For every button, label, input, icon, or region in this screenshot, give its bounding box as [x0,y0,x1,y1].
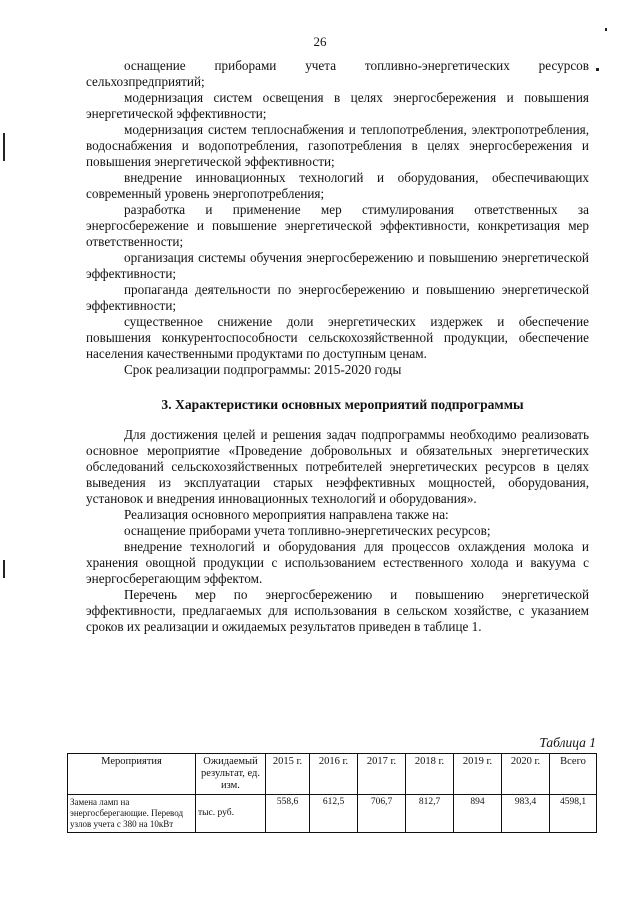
scan-speck [3,560,5,578]
column-header: 2015 г. [266,754,310,795]
paragraph: Перечень мер по энергосбережению и повышению энергетической эффективности, предлагаемых для использования в сельском хозяйстве, с указанием сроков их реализации и ожидаемых результатов приведен в таблице 1. [86,587,589,634]
table-row [68,795,597,833]
table-cell: Замена ламп на энергосберегающие. Перевод узлов учета с 380 на 10кВт [68,795,196,833]
table-cell: 894 [454,795,502,833]
paragraph: существенное снижение доли энергетических издержек и обеспечение повышения конкурентоспособности сельскохозяйственной продукции, обеспечение населения качественными продуктами по доступным ценам. [86,314,589,361]
paragraph: внедрение технологий и оборудования для процессов охлаждения молока и хранения овощной продукции с использованием естественного холода и вакуума с энергосберегающим эффектом. [86,539,589,586]
column-header: Всего [550,754,597,795]
paragraph: оснащение приборами учета топливно-энергетических ресурсов; [124,523,491,538]
scan-speck [605,28,607,31]
paragraph: Реализация основного мероприятия направлена также на: [124,507,449,522]
table-caption: Таблица 1 [539,735,596,750]
scan-speck [3,133,5,161]
column-header: 2017 г. [358,754,406,795]
term-paragraph: Срок реализации подпрограммы: 2015-2020 годы [124,362,402,377]
paragraph: Для достижения целей и решения задач подпрограммы необходимо реализовать основное мероприятие «Проведение добровольных и обязательных энергетических обследований сельскохозяйственных потребителей энергетических ресурсов в целях выведения из эксплуатации старых неэффективных мощностей, оборудования, установок и внедрения инновационных технологий и оборудования». [86,427,589,506]
paragraph: разработка и применение мер стимулирования ответственных за энергосбережение и повышение энергетической эффективности, конкретизация мер ответственности; [86,202,589,249]
paragraph: модернизация систем теплоснабжения и теплопотребления, электропотребления, водоснабжения и водопотребления, газопотребления в целях энергосбережения и повышения энергетической эффективности; [86,122,589,169]
table-cell: тыс. руб. [196,795,266,833]
table-cell: 812,7 [406,795,454,833]
data-table [67,753,597,833]
table-header-row [68,754,597,795]
column-header: Ожидаемый результат, ед. изм. [196,754,266,795]
paragraph: внедрение инновационных технологий и оборудования, обеспечивающих современный уровень энергопотребления; [86,170,589,201]
table-cell: 558,6 [266,795,310,833]
column-header: Мероприятия [68,754,196,795]
page-number: 26 [313,34,327,49]
paragraph: пропаганда деятельности по энергосбережению и повышению энергетической эффективности; [86,282,589,313]
paragraph: модернизация систем освещения в целях энергосбережения и повышения энергетической эффективности; [86,90,589,121]
scan-speck [596,68,599,71]
column-header: 2018 г. [406,754,454,795]
table-cell: 983,4 [502,795,550,833]
table-cell: 706,7 [358,795,406,833]
section-heading: 3. Характеристики основных мероприятий подпрограммы [161,397,524,412]
paragraph: организация системы обучения энергосбережению и повышению энергетической эффективности; [86,250,589,281]
table-cell: 4598,1 [550,795,597,833]
column-header: 2019 г. [454,754,502,795]
table-cell: 612,5 [310,795,358,833]
column-header: 2016 г. [310,754,358,795]
column-header: 2020 г. [502,754,550,795]
paragraph: оснащение приборами учета топливно-энергетических ресурсов сельхозпредприятий; [86,58,589,89]
document-body [86,58,589,635]
